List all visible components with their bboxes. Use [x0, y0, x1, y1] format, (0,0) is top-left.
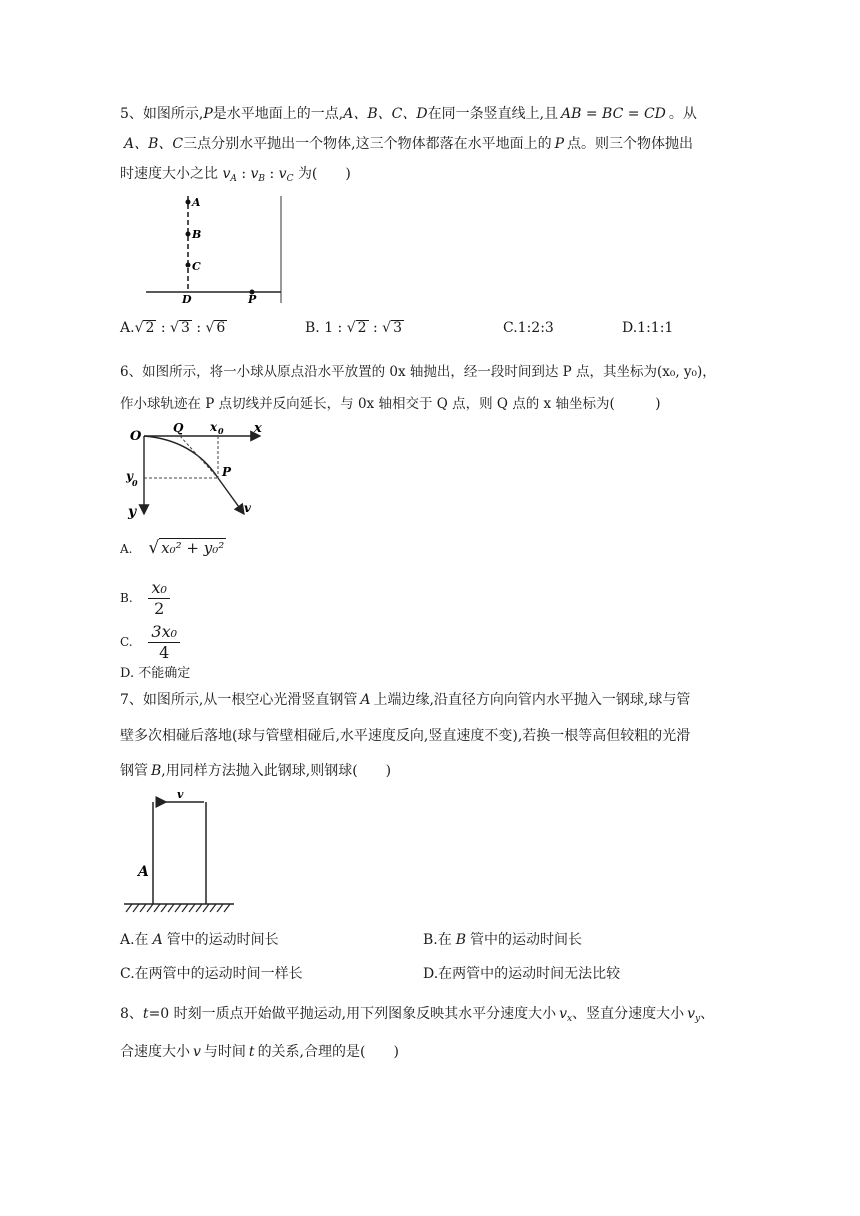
q5-point-c [186, 263, 191, 268]
q8-text: 合速度大小 [120, 1044, 190, 1060]
q5-point-a [186, 200, 191, 205]
q5-text: 在同一条竖直线上,且 [427, 106, 559, 122]
sqrt-expression: x₀² + y₀² [161, 539, 225, 557]
q7-var-b: B [151, 763, 162, 779]
q7-text: ,用同样方法抛入此钢球,则钢球( ) [161, 763, 392, 779]
q6-trajectory [144, 436, 218, 478]
q8-var-v: v [193, 1044, 201, 1060]
q6-velocity-arrow [218, 478, 244, 514]
q6-option-d[interactable]: D. 不能确定 [120, 666, 191, 681]
q6-label-x0-sub: 0 [218, 426, 224, 436]
q7-text: 7、如图所示,从一根空心光滑竖直钢管 [120, 692, 358, 708]
q5-equation: AB = BC = CD [561, 106, 666, 122]
q6-option-b[interactable] [120, 576, 170, 620]
q5-var-abcd: A、B、C、D [343, 106, 428, 122]
q5-text: 时速度大小之比 [120, 166, 218, 182]
q7-line-2: 壁多次相碰后落地(球与管壁相碰后,水平速度反向,竖直速度不变),若换一根等高但较粗的光滑 [120, 728, 691, 744]
ratio-sub: A [230, 174, 237, 184]
q6-label-y0-sub: 0 [132, 478, 138, 488]
q5-figure [140, 192, 290, 307]
q7-figure [122, 788, 237, 918]
sqrt-val: 3 [180, 320, 190, 336]
q6-option-a[interactable]: A. √ x₀² + y₀² [120, 538, 225, 558]
q8-var-t: t [142, 1006, 149, 1022]
option-label: C. [120, 635, 133, 649]
q8-line-1 [120, 1004, 714, 1029]
q6-label-o: O [130, 429, 142, 444]
q8-var-vx-sub: x [567, 1014, 573, 1024]
q5-text: 点。则三个物体抛出 [567, 136, 693, 152]
q8-text: 的关系,合理的是( ) [257, 1044, 399, 1060]
q5-line-2 [124, 134, 693, 154]
option-var: A [152, 932, 163, 948]
fraction [148, 622, 180, 663]
sqrt-val: 6 [216, 320, 226, 336]
sqrt-val: 3 [393, 320, 403, 336]
q5-option-b[interactable]: B. 1 : √ 2 : √ 3 [305, 320, 403, 336]
q8-text: 、竖直分速度大小 [572, 1006, 685, 1022]
option-text: 管中的运动时间长 [470, 932, 583, 948]
q7-option-d[interactable]: D.在两管中的运动时间无法比较 [423, 966, 621, 982]
q5-line-1 [120, 104, 697, 124]
q6-label-y: y [128, 504, 137, 520]
q5-label-c: C [192, 260, 201, 273]
q5-option-c[interactable]: C.1:2:3 [503, 320, 554, 336]
option-var: B [455, 932, 467, 948]
q5-label-b: B [192, 228, 202, 241]
fraction-num: x₀ [148, 578, 169, 599]
q6-label-p: P [222, 465, 232, 479]
fraction-den: 2 [154, 599, 165, 618]
q7-ground-hatching [126, 904, 230, 912]
sqrt-val: 2 [357, 320, 367, 336]
q7-option-b[interactable] [423, 930, 582, 950]
fraction [148, 578, 169, 619]
q7-line-3 [120, 761, 391, 781]
q5-text: 5、如图所示, [120, 106, 204, 122]
q5-option-a[interactable]: A.√ 2 : √ 3 : √ 6 [120, 320, 226, 336]
q6-label-x: x [254, 421, 262, 436]
q6-label-x0: x [210, 420, 218, 434]
q6-line-2: 作小球轨迹在 P 点切线并反向延长，与 0x 轴相交于 Q 点，则 Q 点的 x 轴坐标为( ) [120, 396, 661, 412]
q8-text: 、 [700, 1006, 715, 1022]
ratio-sub: B [258, 174, 266, 184]
ratio-sep: : [265, 166, 279, 182]
q5-text: 。从 [668, 106, 697, 122]
option-text: 管中的运动时间长 [166, 932, 279, 948]
q6-figure [118, 418, 278, 523]
ratio-v: v [222, 166, 231, 182]
q8-line-2 [120, 1042, 399, 1062]
q5-text: 为( ) [297, 166, 351, 182]
q7-text: 上端边缘,沿直径方向向管内水平抛入一钢球,球与管 [373, 692, 691, 708]
q5-label-p: P [248, 293, 257, 306]
option-label: A. [120, 542, 133, 556]
q8-text: 8、 [120, 1006, 143, 1022]
q8-var-vy-sub: y [695, 1014, 701, 1024]
q6-label-v: v [244, 501, 251, 515]
q5-label-d: D [182, 293, 192, 306]
q8-var-t: t [248, 1044, 255, 1060]
q7-var-a: A [360, 692, 371, 708]
option-text: A.在 [120, 932, 149, 948]
ratio-sub: C [286, 174, 294, 184]
q7-line-1 [120, 690, 690, 710]
q7-option-a[interactable] [120, 930, 279, 950]
q5-text: 是水平地面上的一点, [212, 106, 344, 122]
q5-option-d[interactable]: D.1:1:1 [622, 320, 674, 336]
q7-option-c[interactable]: C.在两管中的运动时间一样长 [120, 966, 303, 982]
q5-var-p: P [203, 106, 213, 122]
q5-var-abc: A、B、C [124, 136, 184, 152]
q8-var-vy: v [687, 1006, 696, 1022]
q5-point-b [186, 232, 191, 237]
fraction-den: 4 [159, 643, 170, 662]
q7-label-v: v [177, 788, 184, 801]
ratio-sep: : [236, 166, 251, 182]
q7-text: 钢管 [120, 763, 148, 779]
q7-label-a: A [138, 864, 149, 880]
q5-var-p: P [554, 136, 564, 152]
q5-label-a: A [192, 196, 201, 209]
fraction-num: 3x₀ [148, 622, 180, 643]
q5-ratio [222, 166, 297, 182]
q8-var-vx: v [559, 1006, 568, 1022]
q6-option-c[interactable] [120, 620, 180, 664]
q6-label-q: Q [173, 421, 184, 435]
q8-text: 与时间 [203, 1044, 246, 1060]
q6-label-y0: y [126, 469, 133, 483]
ratio-v: v [250, 166, 259, 182]
q8-text: =0 时刻一质点开始做平抛运动,用下列图象反映其水平分速度大小 [148, 1006, 557, 1022]
option-text: B.在 [423, 932, 452, 948]
sqrt-val: 2 [145, 320, 155, 336]
q6-line-1: 6、如图所示，将一小球从原点沿水平放置的 0x 轴抛出，经一段时间到达 P 点，其坐标为(x₀, y₀)， [120, 364, 716, 380]
option-label: A. [120, 320, 135, 336]
q5-text: 三点分别水平抛出一个物体,这三个物体都落在水平地面上的 [183, 136, 552, 152]
ratio-v: v [278, 166, 287, 182]
option-label: B. [120, 591, 133, 605]
option-label: B. 1 : [305, 320, 343, 336]
q5-line-3 [120, 164, 351, 189]
